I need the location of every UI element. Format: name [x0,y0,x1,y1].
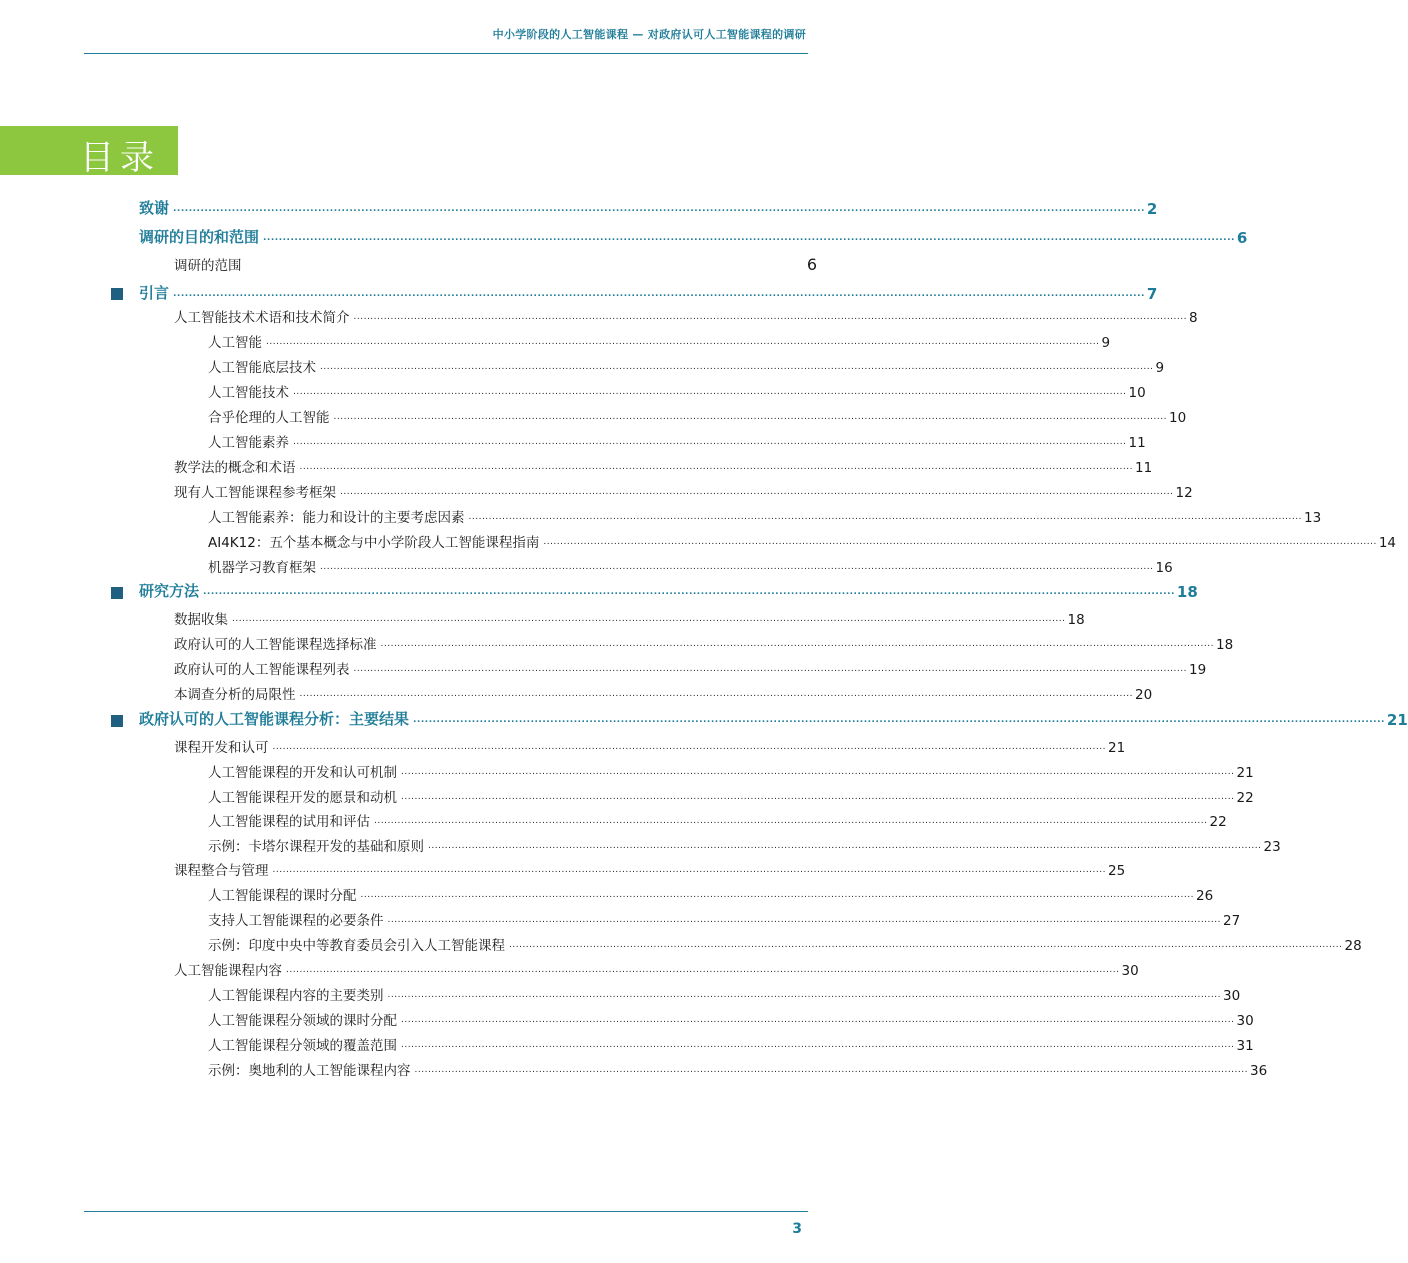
toc-entry-page: 11 [1128,435,1146,451]
toc-entry-page: 18 [1216,637,1234,653]
toc-entry-label: 政府认可的人工智能课程分析：主要结果 [139,710,410,728]
toc-entry[interactable] [208,761,1254,781]
toc-leader-dots: ........................................................................................................................................................................................................................................................ [340,487,1174,497]
toc-entry-label: AI4K12：五个基本概念与中小学阶段人工智能课程指南 [208,535,540,551]
toc-entry-label: 人工智能技术 [208,385,289,401]
toc-entry[interactable] [174,306,1198,326]
toc-entry-page: 8 [1189,310,1198,326]
toc-leader-dots: ........................................................................................................................................................................................................................................................ [401,792,1235,802]
section-marker-icon [111,288,123,300]
toc-entry[interactable] [208,984,1241,1004]
toc-entry[interactable] [208,431,1146,451]
toc-entry-page: 12 [1175,485,1193,501]
toc-entry[interactable] [208,1059,1268,1079]
toc-entry[interactable] [208,381,1146,401]
toc-entry[interactable] [208,406,1187,426]
toc-entry-page: 22 [1209,814,1227,830]
toc-entry-label: 合乎伦理的人工智能 [208,410,330,426]
toc-leader-dots: ........................................................................................................................................................................................................................................................ [428,841,1262,851]
toc-entry-label: 机器学习教育框架 [208,560,316,576]
toc-entry-page: 13 [1304,510,1322,526]
toc-leader-dots: ........................................................................................................................................................................................................................................................ [468,512,1302,522]
toc-entry-page: 18 [1067,612,1085,628]
toc-leader-dots: ........................................................................................................................................................................................................................................................ [353,664,1187,674]
toc-entry-page: 21 [1236,765,1254,781]
toc-entry[interactable] [208,909,1241,929]
toc-leader-dots: ........................................................................................................................................................................................................................................................ [320,362,1154,372]
toc-leader-dots: ........................................................................................................................................................................................................................................................ [543,537,1377,547]
toc-entry-label: 示例：奥地利的人工智能课程内容 [208,1063,411,1079]
toc-entry-page: 27 [1223,913,1241,929]
page-number: 3 [792,1221,802,1237]
toc-entry-label: 数据收集 [174,612,228,628]
toc-entry[interactable] [174,959,1139,979]
toc-entry[interactable] [174,608,1085,628]
toc-leader-dots: ........................................................................................................................................................................................................................................................ [299,462,1133,472]
toc-entry-label: 人工智能课程分领域的课时分配 [208,1013,397,1029]
toc-leader-dots: ........................................................................................................................................................................................................................................................ [374,816,1208,826]
toc-entry-page: 11 [1135,460,1153,476]
toc-entry-page: 30 [1236,1013,1254,1029]
toc-entry-page: 19 [1189,662,1207,678]
toc-entry-label: 人工智能课程开发的愿景和动机 [208,790,397,806]
toc-leader-dots: ........................................................................................................................................................................................................................................................ [401,1040,1235,1050]
toc-entry-label: 课程开发和认可 [174,740,269,756]
toc-entry-label: 人工智能课程的试用和评估 [208,814,370,830]
toc-leader-dots: ........................................................................................................................................................................................................................................................ [413,715,1385,725]
toc-entry-label: 现有人工智能课程参考框架 [174,485,336,501]
toc-entry-label: 人工智能课程内容的主要类别 [208,988,384,1004]
toc-entry-label: 人工智能课程内容 [174,963,282,979]
toc-entry-label: 政府认可的人工智能课程列表 [174,662,350,678]
toc-entry-label: 教学法的概念和术语 [174,460,296,476]
toc-entry[interactable] [208,356,1165,376]
toc-entry-label: 人工智能 [208,335,262,351]
toc-leader-dots: ........................................................................................................................................................................................................................................................ [293,437,1127,447]
toc-entry[interactable] [208,556,1173,576]
toc-entry-page: 6 [1236,229,1248,247]
toc-leader-dots: ........................................................................................................................................................................................................................................................ [360,890,1194,900]
toc-leader-dots: ........................................................................................................................................................................................................................................................ [272,865,1106,875]
toc-leader-dots: ........................................................................................................................................................................................................................................................ [380,639,1214,649]
toc-leader-dots: ........................................................................................................................................................................................................................................................ [263,233,1235,243]
toc-entry[interactable] [174,481,1193,501]
toc-entry-page: 36 [1250,1063,1268,1079]
toc-entry-page: 20 [1135,687,1153,703]
footer-divider [84,1211,808,1212]
toc-leader-dots: ........................................................................................................................................................................................................................................................ [173,204,1145,214]
toc-entry[interactable] [208,506,1322,526]
toc-leader-dots: ........................................................................................................................................................................................................................................................ [203,587,1175,597]
toc-entry-page: 23 [1263,839,1281,855]
toc-entry-label: 研究方法 [139,582,200,600]
toc-leader-dots: ........................................................................................................................................................................................................................................................ [299,689,1133,699]
toc-entry[interactable] [139,198,1158,218]
toc-entry-page: 31 [1236,1038,1254,1054]
toc-entry-page: 30 [1223,988,1241,1004]
toc-entry-label: 人工智能课程的课时分配 [208,888,357,904]
toc-entry[interactable] [208,810,1227,830]
toc-leader-dots: ........................................................................................................................................................................................................................................................ [401,1015,1235,1025]
toc-entry-label: 示例：卡塔尔课程开发的基础和原则 [208,839,424,855]
toc-entry-page: 7 [1146,285,1158,303]
toc-leader-dots: ........................................................................................................................................................................................................................................................ [414,1065,1248,1075]
toc-entry-label: 调研的目的和范围 [139,228,260,246]
toc-entry[interactable] [208,835,1281,855]
toc-leader-dots: ........................................................................................................................................................................................................................................................ [401,767,1235,777]
toc-entry-page: 28 [1344,938,1362,954]
toc-entry-label: 致谢 [139,199,170,217]
toc-entry[interactable] [139,709,1408,729]
toc-entry-label: 课程整合与管理 [174,863,269,879]
toc-entry-page: 6 [806,255,817,274]
toc-entry-label: 人工智能课程的开发和认可机制 [208,765,397,781]
toc-entry[interactable] [208,531,1397,551]
toc-entry[interactable] [208,786,1254,806]
toc-entry[interactable] [139,227,1248,247]
toc-entry-label: 政府认可的人工智能课程选择标准 [174,637,377,653]
header-divider [84,53,808,54]
toc-entry[interactable] [208,934,1362,954]
toc-entry[interactable] [139,581,1198,601]
toc-entry-page: 22 [1236,790,1254,806]
toc-entry[interactable] [208,331,1111,351]
toc-leader-dots: ........................................................................................................................................................................................................................................................ [266,337,1100,347]
toc-entry-label: 人工智能素养 [208,435,289,451]
toc-leader-dots: ........................................................................................................................................................................................................................................................ [387,915,1221,925]
toc-entry-label: 示例：印度中央中等教育委员会引入人工智能课程 [208,938,505,954]
toc-leader-dots: ........................................................................................................................................................................................................................................................ [272,742,1106,752]
toc-entry[interactable] [174,254,817,274]
toc-entry[interactable] [139,283,1158,303]
running-header-title: 中小学阶段的人工智能课程 — 对政府认可人工智能课程的调研 [492,28,806,41]
toc-entry-page: 10 [1128,385,1146,401]
toc-leader-dots: ........................................................................................................................................................................................................................................................ [286,965,1120,975]
toc-entry-label: 引言 [139,284,170,302]
toc-leader-dots: ........................................................................................................................................................................................................................................................ [232,614,1066,624]
toc-entry[interactable] [174,658,1207,678]
toc-banner-title: 目录 [80,138,160,178]
toc-entry-label: 人工智能技术术语和技术简介 [174,310,350,326]
toc-entry-label: 人工智能课程分领域的覆盖范围 [208,1038,397,1054]
toc-leader-dots: ........................................................................................................................................................................................................................................................ [320,562,1154,572]
section-marker-icon [111,587,123,599]
toc-entry[interactable] [174,633,1234,653]
toc-entry[interactable] [208,1034,1254,1054]
toc-leader-dots: ........................................................................................................................................................................................................................................................ [173,289,1145,299]
toc-leader-dots: ........................................................................................................................................................................................................................................................ [293,387,1127,397]
toc-entry-page: 10 [1169,410,1187,426]
toc-entry-page: 9 [1155,360,1165,376]
toc-entry-label: 人工智能素养：能力和设计的主要考虑因素 [208,510,465,526]
toc-entry-page: 14 [1378,535,1397,551]
section-marker-icon [111,715,123,727]
toc-entry-page: 2 [1146,200,1158,218]
toc-entry-label: 支持人工智能课程的必要条件 [208,913,384,929]
toc-entry-page: 25 [1108,863,1126,879]
toc-entry-label: 人工智能底层技术 [208,360,316,376]
toc-entry[interactable] [174,736,1126,756]
toc-entry[interactable] [174,456,1153,476]
toc-entry-page: 21 [1108,740,1126,756]
toc-leader-dots: ........................................................................................................................................................................................................................................................ [387,990,1221,1000]
toc-entry-page: 9 [1101,335,1111,351]
toc-entry-page: 18 [1176,583,1198,601]
toc-entry-page: 30 [1121,963,1139,979]
toc-entry[interactable] [208,1009,1254,1029]
toc-entry[interactable] [174,683,1153,703]
toc-entry[interactable] [208,884,1214,904]
toc-entry-label: 调研的范围 [174,258,242,274]
toc-leader-dots: ........................................................................................................................................................................................................................................................ [353,312,1187,322]
toc-entry-label: 本调查分析的局限性 [174,687,296,703]
toc-leader-dots: ........................................................................................................................................................................................................................................................ [333,412,1167,422]
toc-banner [0,126,178,178]
toc-entry-page: 21 [1386,711,1408,729]
toc-entry-page: 16 [1155,560,1173,576]
toc-entry-page: 26 [1196,888,1214,904]
toc-leader-dots: ........................................................................................................................................................................................................................................................ [509,940,1343,950]
toc-entry[interactable] [174,859,1126,879]
